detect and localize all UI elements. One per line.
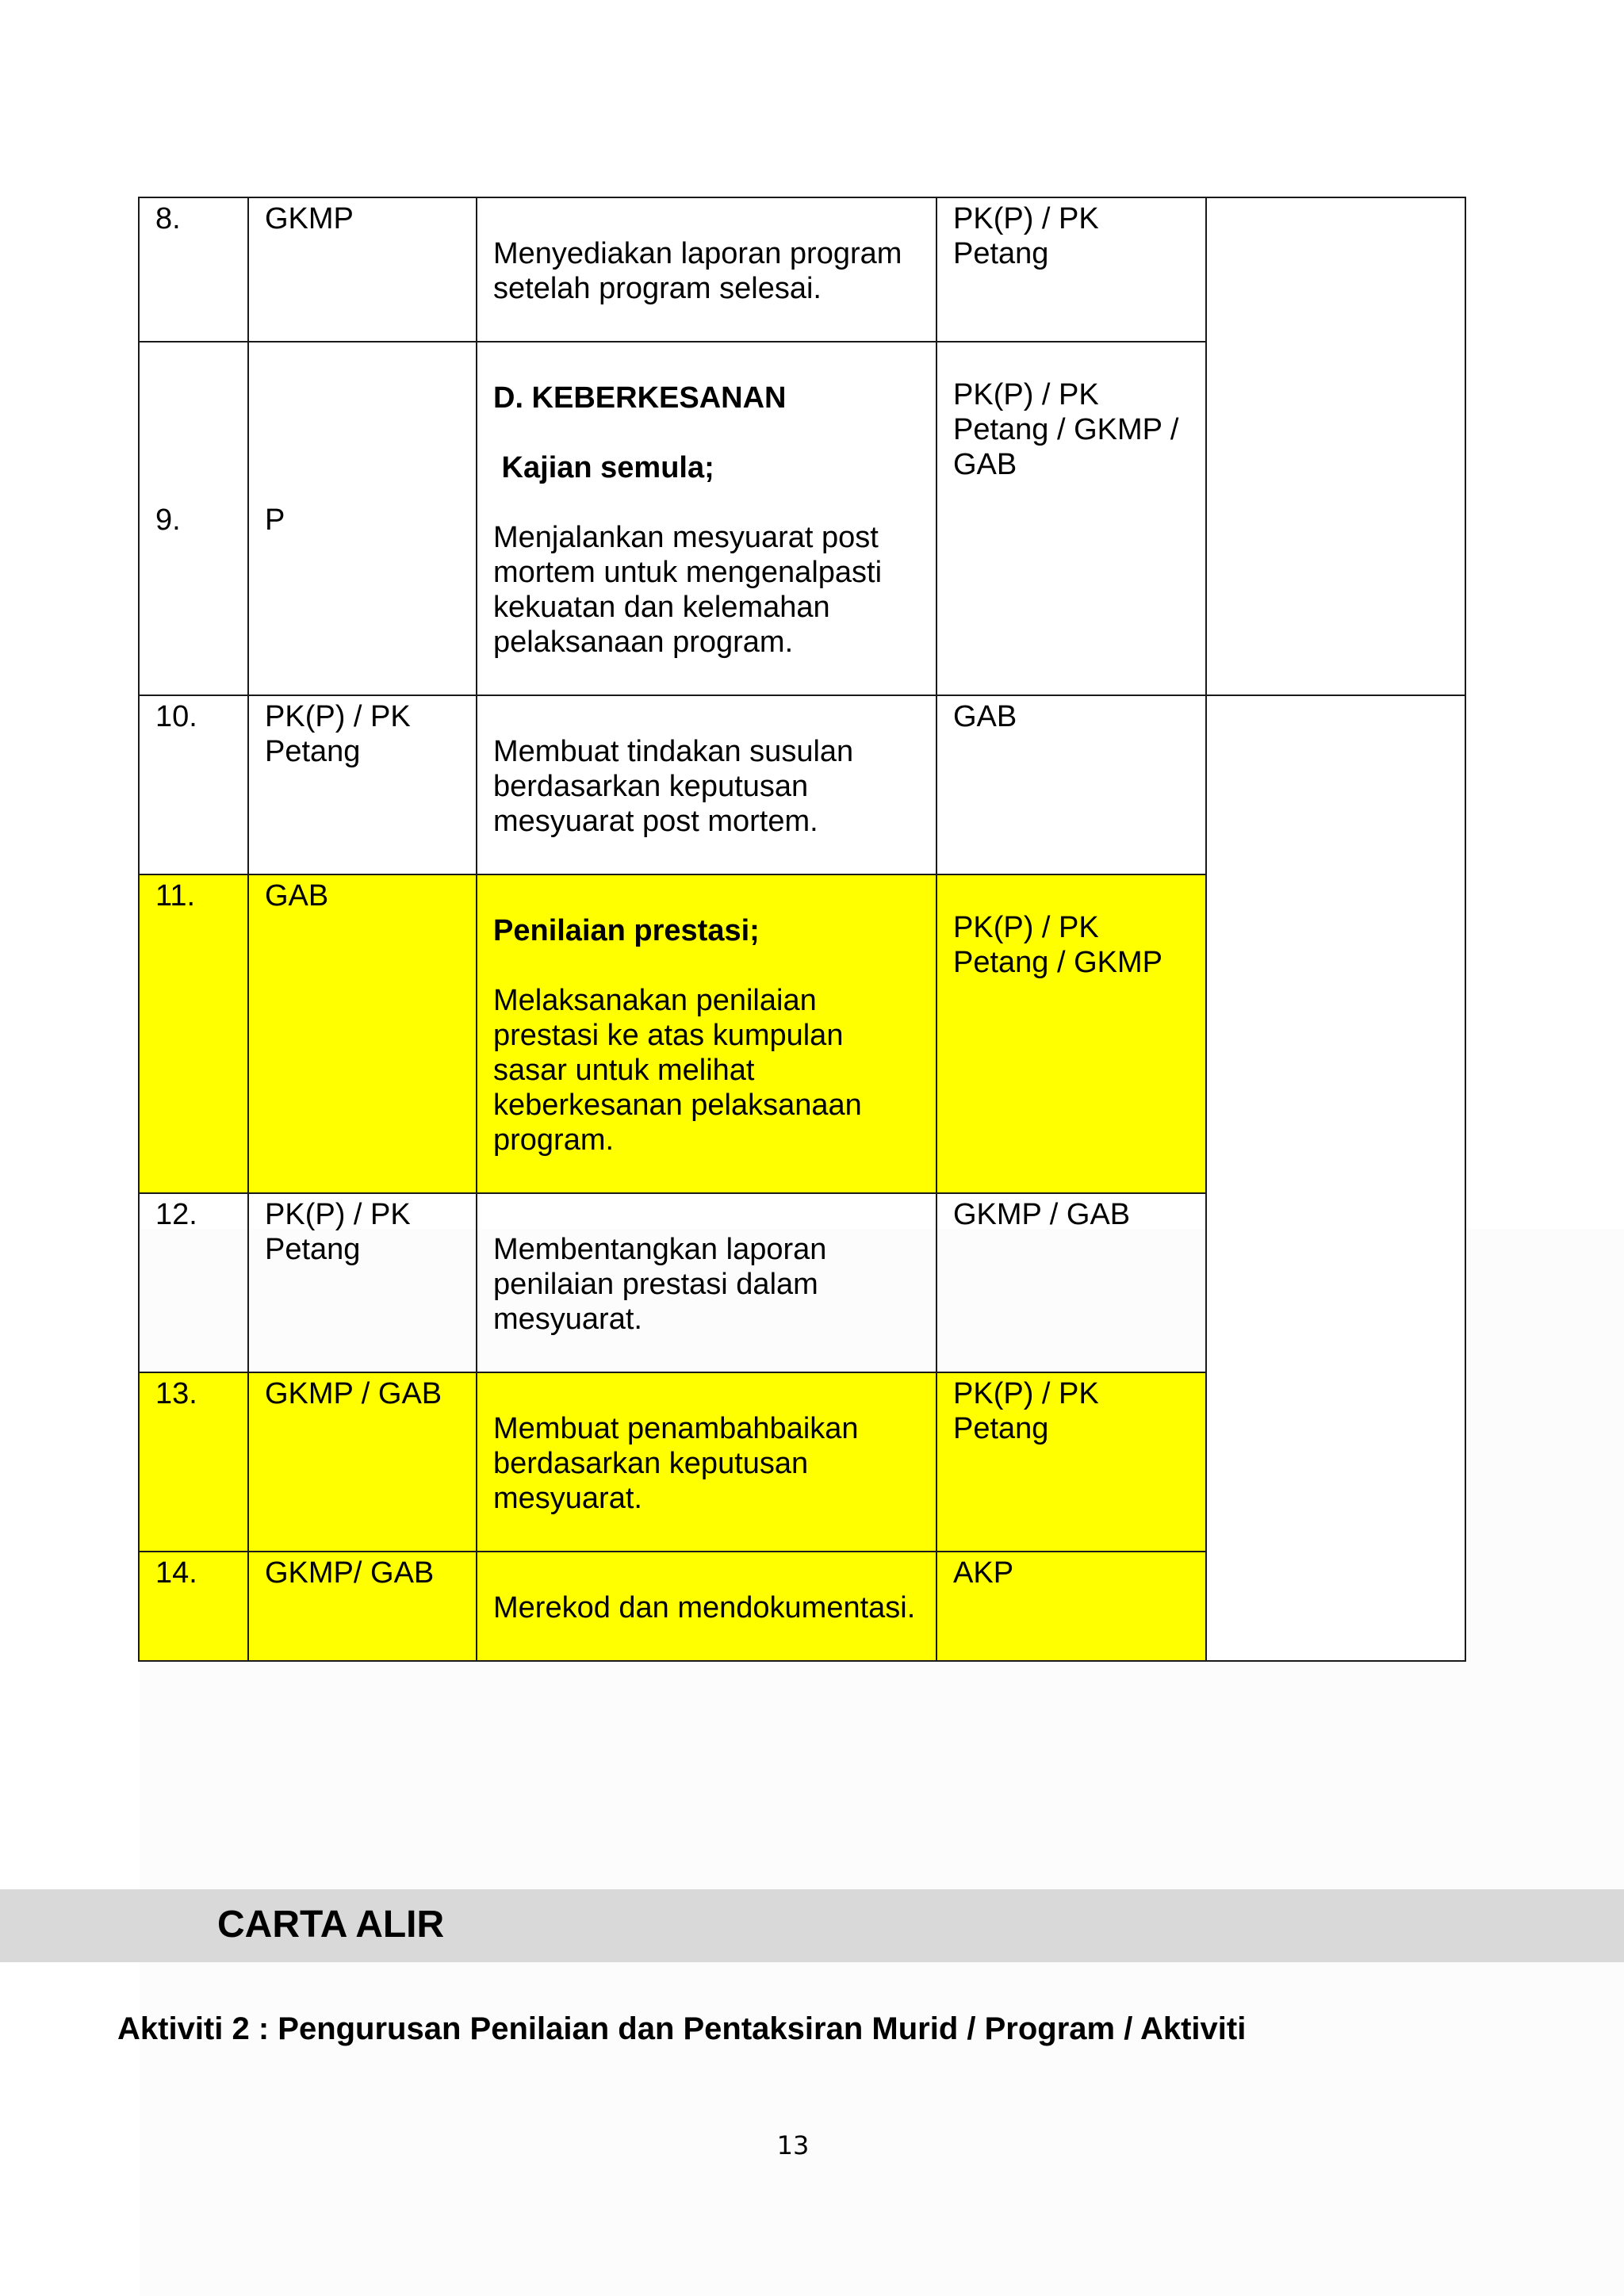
activity-text: Membentangkan laporan penilaian prestasi dalam mesyuarat. [493, 1233, 827, 1336]
activity-description [477, 1193, 936, 1372]
performed-by: GKMP [248, 197, 477, 342]
step-number: 8. [139, 197, 248, 342]
procedure-table [138, 197, 1466, 1662]
activity-description [477, 695, 936, 874]
responsible-party: PK(P) / PK Petang [936, 1372, 1206, 1552]
activity-description [477, 1372, 936, 1552]
step-number: 12. [139, 1193, 248, 1372]
activity-text: Menjalankan mesyuarat post mortem untuk mengenalpasti kekuatan dan kelemahan pelaksanaan program. [493, 521, 883, 659]
performed-by: GKMP / GAB [248, 1372, 477, 1552]
performed-by: GAB [248, 874, 477, 1193]
activity-text: Melaksanakan penilaian prestasi ke atas kumpulan sasar untuk melihat keberkesanan pelaksanaan program. [493, 984, 862, 1157]
performed-by: PK(P) / PK Petang [248, 695, 477, 874]
step-number: 13. [139, 1372, 248, 1552]
responsible-party: PK(P) / PK Petang / GKMP [936, 874, 1206, 1193]
performed-by: PK(P) / PK Petang [248, 1193, 477, 1372]
activity-text: Merekod dan mendokumentasi. [493, 1591, 916, 1624]
activity-heading: D. KEBERKESANAN [493, 381, 787, 415]
activity-title: Aktiviti 2 : Pengurusan Penilaian dan Pentaksiran Murid / Program / Aktiviti [117, 2011, 1247, 2046]
responsible-party: PK(P) / PK Petang / GKMP / GAB [936, 342, 1206, 695]
responsible-party: AKP [936, 1552, 1206, 1661]
activity-text: Membuat tindakan susulan berdasarkan keputusan mesyuarat post mortem. [493, 735, 854, 838]
activity-heading: Penilaian prestasi; [493, 914, 760, 947]
remarks-cell [1206, 695, 1465, 1661]
responsible-party: GKMP / GAB [936, 1193, 1206, 1372]
activity-description [477, 342, 936, 695]
activity-description [477, 197, 936, 342]
activity-text: Membuat penambahbaikan berdasarkan keputusan mesyuarat. [493, 1412, 859, 1515]
remarks-cell [1206, 197, 1465, 695]
step-number: 11. [139, 874, 248, 1193]
step-number: 9. [139, 342, 248, 695]
step-number: 14. [139, 1552, 248, 1661]
activity-description [477, 1552, 936, 1661]
activity-subheading: Kajian semula; [493, 451, 714, 484]
step-number: 10. [139, 695, 248, 874]
performed-by: P [248, 342, 477, 695]
responsible-party: PK(P) / PK Petang [936, 197, 1206, 342]
section-title: CARTA ALIR [217, 1904, 445, 1946]
activity-text: Menyediakan laporan program setelah program selesai. [493, 237, 902, 305]
activity-description [477, 874, 936, 1193]
table-row [139, 695, 1465, 874]
table-row [139, 197, 1465, 342]
responsible-party: GAB [936, 695, 1206, 874]
page-number: 13 [776, 2130, 810, 2160]
performed-by: GKMP/ GAB [248, 1552, 477, 1661]
